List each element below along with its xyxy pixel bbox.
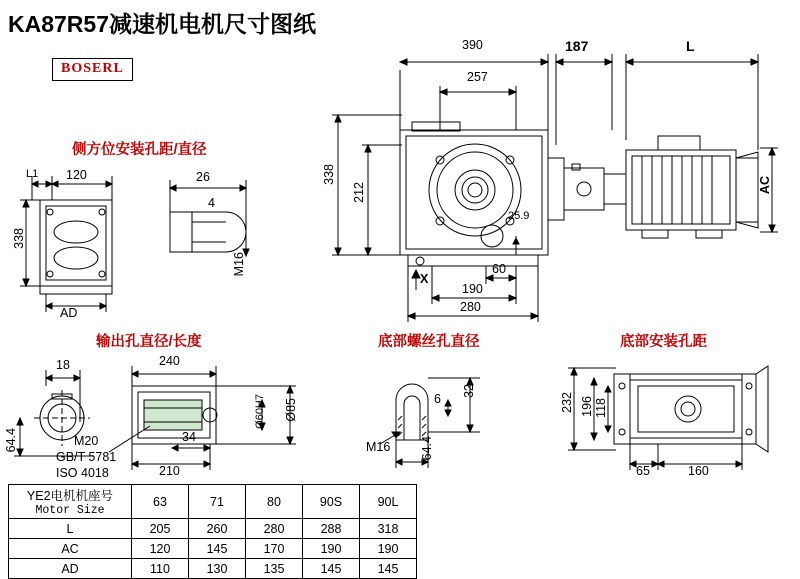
dim-60-h7: Ø60H7	[254, 394, 266, 429]
cell-AC-90l: 190	[360, 539, 417, 559]
dim-187: 187	[565, 38, 589, 54]
row-label-AD: AD	[9, 559, 132, 579]
bottom-screw-drawing	[370, 356, 570, 476]
side-mount-view	[10, 160, 300, 320]
dim-190: 190	[462, 282, 483, 296]
label-output-bore: 输出孔直径/长度	[96, 334, 202, 350]
thread-M20: M20	[74, 434, 99, 448]
dim-AD: AD	[60, 306, 78, 320]
dim-18: 18	[56, 358, 70, 372]
dim-64-4-screw: 64.4	[420, 436, 434, 461]
col-63: 63	[132, 485, 189, 519]
motor-size-table	[8, 484, 417, 579]
side-mount-drawing	[10, 160, 300, 320]
row-label-AC: AC	[9, 539, 132, 559]
dim-32: 32	[462, 384, 476, 398]
bottom-mount-view	[560, 356, 796, 482]
dim-120: 120	[66, 168, 87, 182]
dim-34: 34	[182, 430, 196, 444]
col-90s: 90S	[303, 485, 360, 519]
dim-60: 60	[492, 262, 506, 276]
output-bore-view	[4, 356, 324, 486]
cell-L-71: 260	[189, 519, 246, 539]
dim-26: 26	[196, 170, 210, 184]
dim-85: Ø85	[284, 398, 298, 422]
dim-210: 210	[159, 464, 180, 478]
brand-logo: BOSERL	[52, 58, 133, 81]
main-view	[320, 40, 790, 330]
bottom-mount-drawing	[560, 356, 796, 482]
table-row	[9, 519, 417, 539]
dim-338: 338	[322, 164, 336, 185]
table-row	[9, 539, 417, 559]
cell-AD-71: 130	[189, 559, 246, 579]
dim-240: 240	[159, 354, 180, 368]
bottom-screw-view	[366, 356, 570, 476]
dim-196: 196	[580, 396, 594, 417]
dim-160: 160	[688, 464, 709, 478]
dim-390: 390	[462, 38, 483, 52]
dim-338-side: 338	[12, 228, 26, 249]
dim-212: 212	[352, 182, 366, 203]
col-90l: 90L	[360, 485, 417, 519]
cell-L-80: 280	[246, 519, 303, 539]
header-label-cell	[9, 485, 132, 519]
cell-L-90s: 288	[303, 519, 360, 539]
dim-232: 232	[560, 392, 574, 413]
row-label-L: L	[9, 519, 132, 539]
dim-4: 4	[208, 196, 215, 210]
cell-AD-63: 110	[132, 559, 189, 579]
page-title: KA87R57减速机电机尺寸图纸	[8, 11, 316, 37]
cell-L-90l: 318	[360, 519, 417, 539]
cell-AC-90s: 190	[303, 539, 360, 559]
cell-AD-80: 135	[246, 559, 303, 579]
dim-64-4: 64.4	[4, 428, 18, 453]
label-bottom-screw: 底部螺丝孔直径	[378, 334, 480, 350]
dim-118: 118	[594, 398, 608, 418]
dim-25-9: 25.9	[508, 210, 530, 222]
dim-L1: L1	[26, 168, 39, 180]
dim-6: 6	[434, 392, 441, 406]
header-label-line2: Motor Size	[35, 504, 105, 517]
main-view-drawing	[320, 40, 790, 330]
cell-AC-71: 145	[189, 539, 246, 559]
label-bottom-mount: 底部安装孔距	[620, 334, 707, 350]
dim-M16-side: M16	[232, 252, 246, 277]
cell-L-63: 205	[132, 519, 189, 539]
cell-AD-90l: 145	[360, 559, 417, 579]
dim-L: L	[686, 38, 695, 54]
header-label-line1: YE2电机机座号	[26, 489, 114, 503]
cell-AC-80: 170	[246, 539, 303, 559]
col-80: 80	[246, 485, 303, 519]
dim-65: 65	[636, 464, 650, 478]
dim-280: 280	[460, 300, 481, 314]
cell-AD-90s: 145	[303, 559, 360, 579]
cell-AC-63: 120	[132, 539, 189, 559]
col-71: 71	[189, 485, 246, 519]
standard-iso: ISO 4018	[56, 466, 109, 480]
dim-M16-bottom: M16	[366, 440, 391, 454]
dim-257: 257	[467, 70, 488, 84]
standard-gb: GB/T 5781	[56, 450, 117, 464]
table-header-row	[9, 485, 417, 519]
label-side-mount: 侧方位安装孔距/直径	[72, 142, 207, 158]
dim-AC: AC	[758, 176, 772, 195]
dim-X: X	[420, 272, 429, 286]
